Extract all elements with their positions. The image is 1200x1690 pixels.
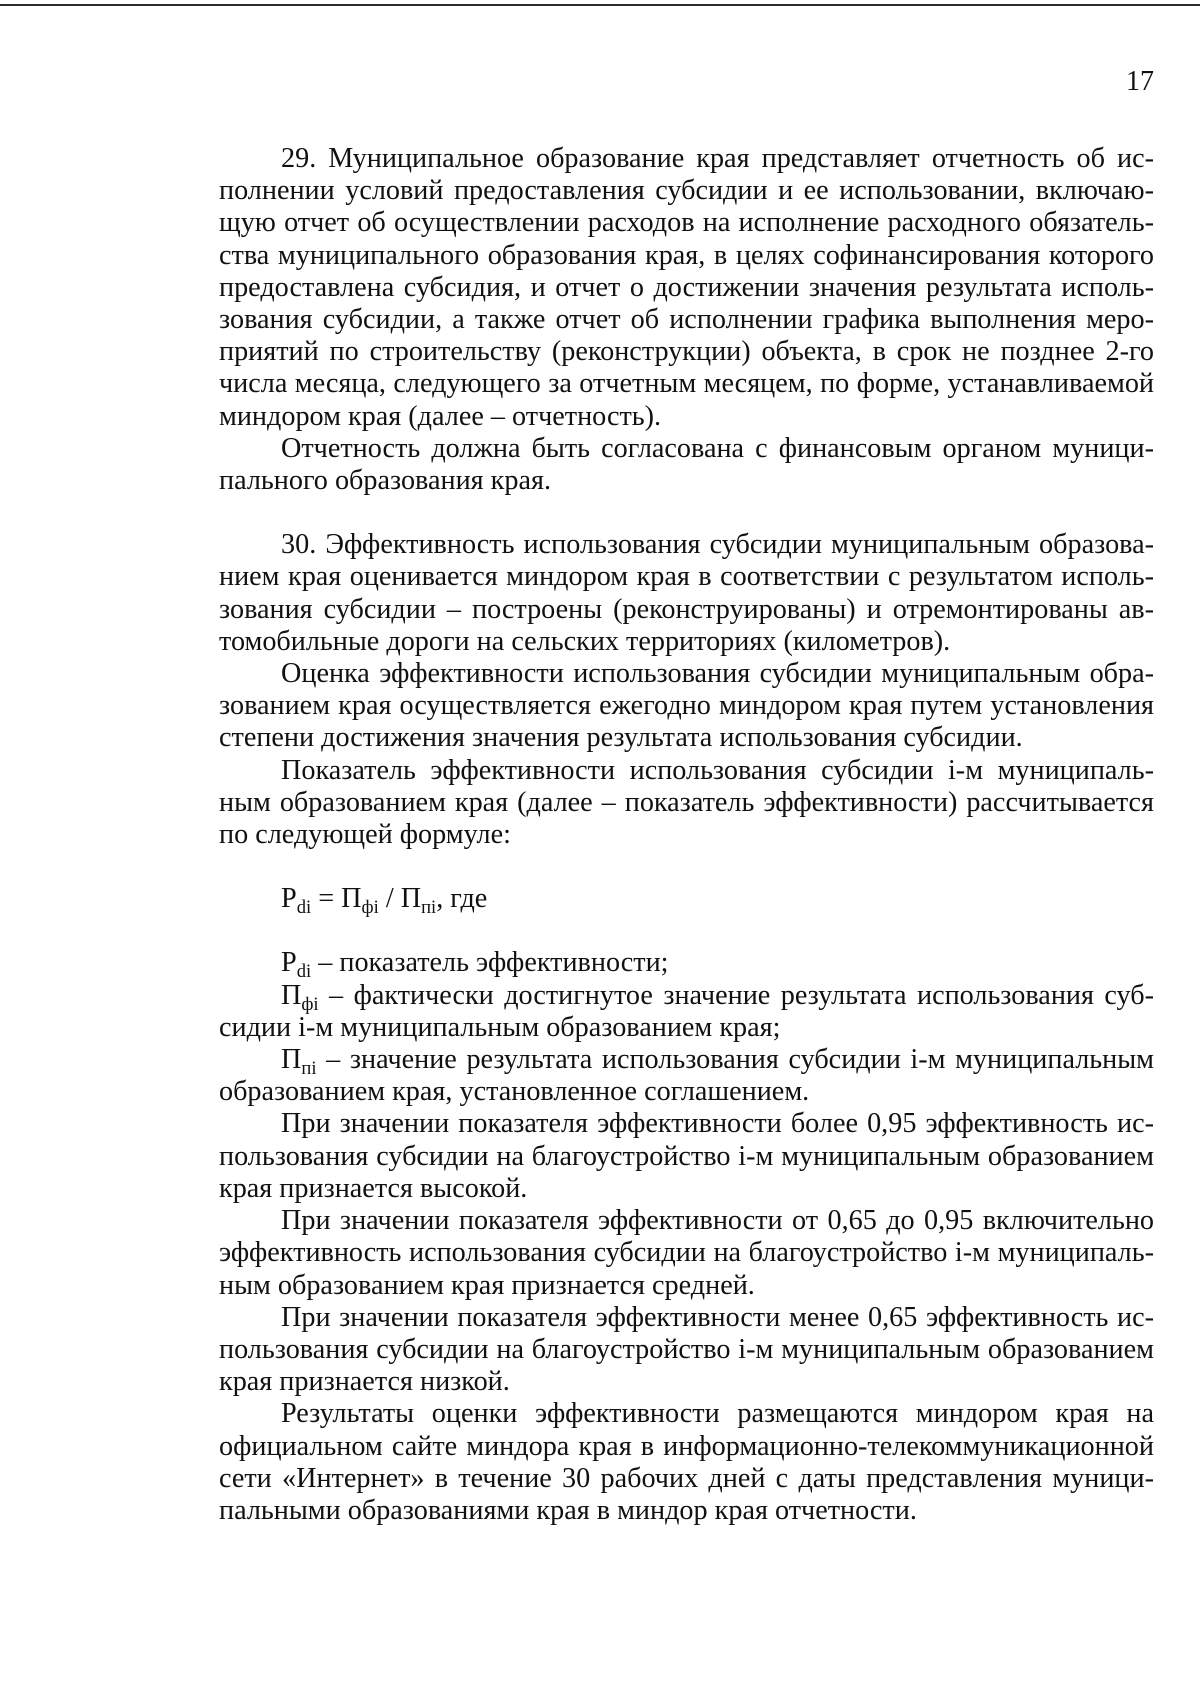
formula-suffix: , где (436, 883, 488, 915)
paragraph-publication: Результаты оценки эффективности размещаются миндором края на официальном сайте миндора края в информационно-телекоммуникационной сети «Интернет» в течение 30 рабочих дней с даты представления муниципальными образованиями края в миндор края отчетности. (219, 1398, 1154, 1526)
formula-lhs: $P_{di}$ (281, 883, 312, 919)
page-number: 17 (1126, 66, 1154, 97)
formula-numerator: $П_{фi}$ (341, 883, 379, 919)
paragraph-high-efficiency: При значении показателя эффективности более 0,95 эффективность использования субсидии на благоустройство i-м муниципальным образованием края признается высокой. (219, 1108, 1154, 1204)
paragraph-30-assessment: Оценка эффективности использования субсидии муниципальным образованием края осуществляется ежегодно миндором края путем установления степени достижения значения результата использования субсидии. (219, 658, 1154, 754)
top-rule (0, 4, 1200, 6)
definition-planned-value: $П_{пi}$ – значение результата использования субсидии i-м муниципальным образованием края, установленное соглашением. (219, 1044, 1154, 1108)
formula-divide: / (378, 883, 401, 915)
formula-equals: = (311, 883, 342, 915)
paragraph-30-indicator: Показатель эффективности использования субсидии i-м муниципальным образованием края (далее – показатель эффективности) рассчитывается по следующей формуле: (219, 754, 1154, 851)
definition-efficiency-indicator: $P_{di}$ – показатель эффективности; (281, 947, 669, 983)
paragraph-29-reporting: 29. Муниципальное образование края представляет отчетность об исполнении условий предоставления субсидии и ее использовании, включающую отчет об осуществлении расходов на исполнение расходного обязательства муниципального образования края, в целях софинансирования которого предоставлена субсидия, и отчет о достижении значения результата использования субсидии, а также отчет об исполнении графика выполнения мероприятий по строительству (реконструкции) объекта, в срок не позднее 2-го числа месяца, следующего за отчетным месяцем, по форме, устанавливаемой миндором края (далее – отчетность). (219, 143, 1154, 432)
efficiency-formula (219, 883, 1154, 919)
paragraph-29-approval: Отчетность должна быть согласована с финансовым органом муниципального образования края. (219, 432, 1154, 497)
paragraph-30-efficiency: 30. Эффективность использования субсидии муниципальным образованием края оценивается миндором края в соответствии с результатом использования субсидии – построены (реконструированы) и отремонтированы автомобильные дороги на сельских территориях (километров). (219, 529, 1154, 657)
paragraph-low-efficiency: При значении показателя эффективности менее 0,65 эффективность использования субсидии на благоустройство i-м муниципальным образованием края признается низкой. (219, 1301, 1154, 1398)
definition-actual-value: $П_{фi}$ – фактически достигнутое значение результата использования субсидии i-м муниципальным образованием края; (219, 979, 1154, 1043)
document-body (219, 143, 1154, 1527)
paragraph-medium-efficiency: При значении показателя эффективности от 0,65 до 0,95 включительно эффективность использования субсидии на благоустройство i-м муниципальным образованием края признается средней. (219, 1205, 1154, 1301)
formula-denominator: $П_{пi}$ (400, 883, 437, 919)
